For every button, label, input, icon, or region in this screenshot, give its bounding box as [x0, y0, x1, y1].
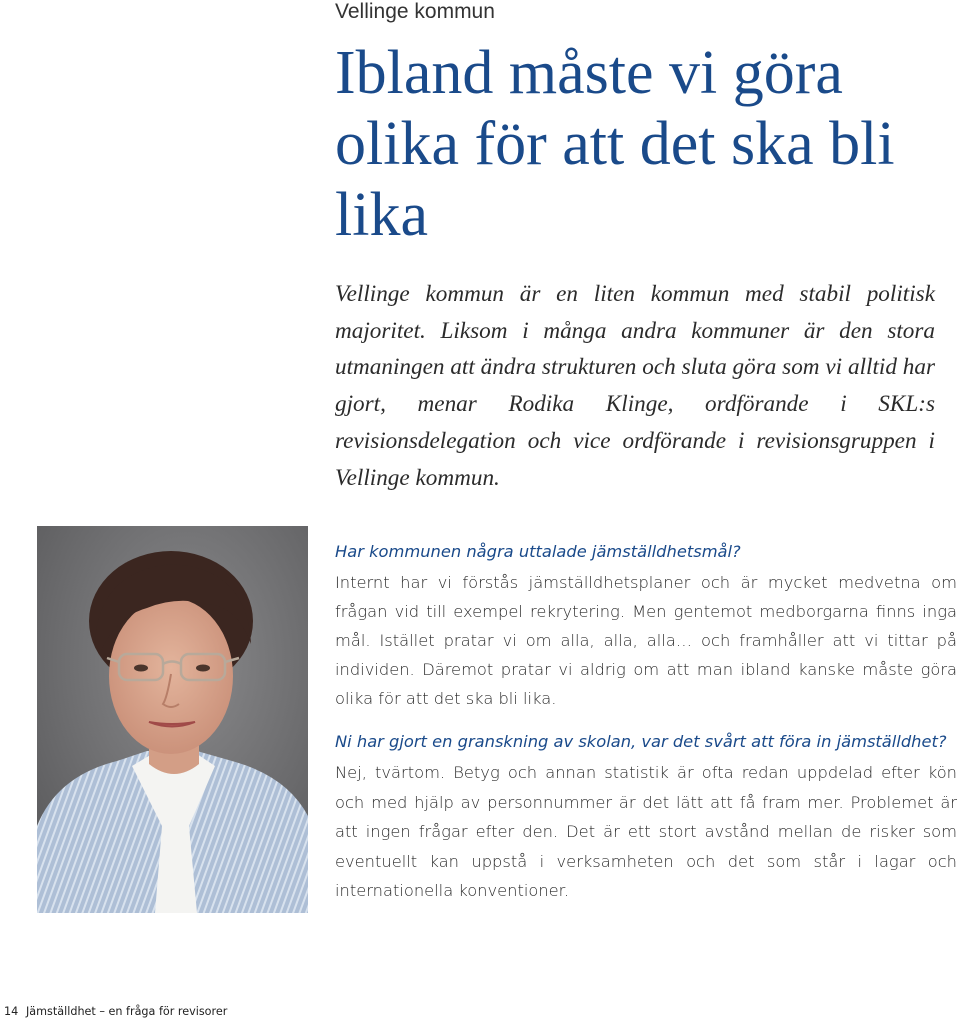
interview-answer: Internt har vi förstås jämställdhetsplaner och är mycket medvetna om frågan vid till exempel rekrytering. Men gentemot medborgarna finns inga mål. Istället pratar vi om alla, alla, alla… och framhåller att vi tittar på individen. Däremot pratar vi aldrig om att man ibland kanske måste göra olika för att det ska bli lika. [335, 573, 957, 708]
interview-answer: Nej, tvärtom. Betyg och annan statistik är ofta redan uppdelad efter kön och med hjälp av personnummer är det lätt att få fram mer. Problemet är att ingen frågar efter den. Det är ett stort avstånd mellan de risker som eventuellt kan uppstå i verksamheten och det som står i lagar och internationella konventioner. [335, 763, 957, 900]
interview-question: Har kommunen några uttalade jämställdhetsmål? [335, 542, 741, 561]
page-number: 14 [4, 1005, 19, 1018]
interview-column [335, 538, 957, 906]
page-footer [4, 1005, 504, 1018]
lead-paragraph: Vellinge kommun är en liten kommun med stabil politisk majoritet. Liksom i många andra kommuner är den stora utmaningen att ändra strukturen och sluta göra som vi alltid har gjort, menar Rodika Klinge, ordförande i SKL:s revisionsdelegation och vice ordförande i revisionsgruppen i Vellinge kommun. [335, 281, 935, 491]
page-title: Ibland måste vi göra olika för att det ska bli lika [335, 39, 895, 249]
publication-title: Jämställdhet – en fråga för revisorer [26, 1005, 228, 1018]
interview-question: Ni har gjort en granskning av skolan, var det svårt att föra in jämställdhet? [335, 732, 947, 751]
portrait-photo [37, 526, 308, 913]
section-kicker: Vellinge kommun [335, 0, 495, 23]
